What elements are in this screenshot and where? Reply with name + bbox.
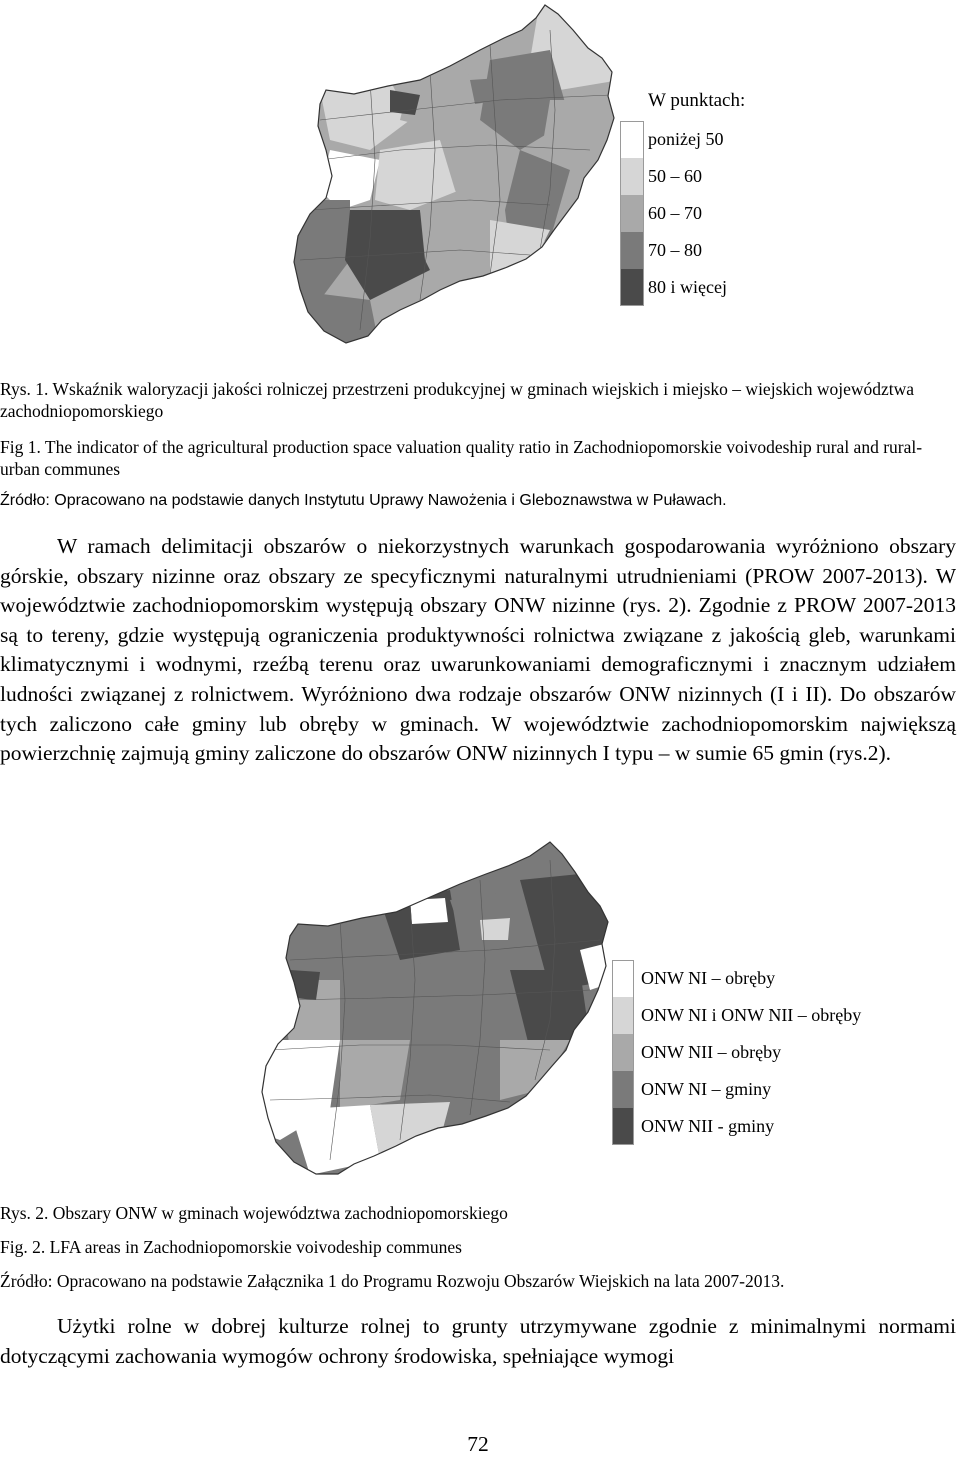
figure1-caption-pl: Rys. 1. Wskaźnik waloryzacji jakości rolniczej przestrzeni produkcyjnej w gminach wiejskich i miejsko – wiejskich województwa zachodniopomorskiego <box>0 379 915 421</box>
legend-swatch <box>612 1071 634 1108</box>
legend-item <box>612 1034 861 1071</box>
legend-label: ONW NI – obręby <box>641 968 776 988</box>
legend-item <box>612 1108 861 1145</box>
figure1-choropleth-map <box>290 0 620 350</box>
legend-label: 60 – 70 <box>648 203 702 223</box>
body-paragraph: W ramach delimitacji obszarów o niekorzystnych warunkach gospodarowania wyróżniono obszary górskie, obszary nizinne oraz obszary ze specyficznymi naturalnymi utrudnieniami (PROW 2007-2013). W województwie zachodniopomorskim występują obszary ONW nizinne (rys. 2). Zgodnie z PROW 2007-2013 są to tereny, gdzie występują ograniczenia produktywności rolnictwa związane z jakością gleb, warunkami klimatycznymi i wodnymi, rzeźbą terenu oraz uwarunkowaniami demograficznymi i znacznym udziałem ludności związanej z rolnictwem. Wyróżniono dwa rodzaje obszarów ONW nizinnych (I i II). Do obszarów tych zaliczono całe gminy lub obręby w gminach. W województwie zachodniopomorskim największą powierzchnię zajmują gminy zaliczone do obszarów ONW nizinnych I typu – w sumie 65 gmin (rys.2). <box>0 534 956 766</box>
legend-label: 70 – 80 <box>648 240 702 260</box>
legend-label: 50 – 60 <box>648 166 702 186</box>
figure1-source: Źródło: Opracowano na podstawie danych Instytutu Uprawy Nawożenia i Gleboznawstwa w Puławach. <box>0 492 727 509</box>
figure2-source: Źródło: Opracowano na podstawie Załącznika 1 do Programu Rozwoju Obszarów Wiejskich na lata 2007-2013. <box>0 1271 785 1291</box>
legend-label: ONW NI i ONW NII – obręby <box>641 1005 862 1025</box>
figure2-caption-en: Fig. 2. LFA areas in Zachodniopomorskie voivodeship communes <box>0 1237 462 1257</box>
figure2-captions <box>0 1202 956 1304</box>
legend-swatch <box>612 1034 634 1071</box>
legend-item <box>612 997 861 1034</box>
figure2-legend <box>612 960 861 1145</box>
figure2-caption-pl: Rys. 2. Obszary ONW w gminach województwa zachodniopomorskiego <box>0 1203 508 1223</box>
body-paragraph: Użytki rolne w dobrej kulturze rolnej to grunty utrzymywane zgodnie z minimalnymi normami dotyczącymi zachowania wymogów ochrony środowiska, spełniające wymogi <box>0 1314 956 1368</box>
legend-item <box>620 269 745 306</box>
legend-item <box>612 1071 861 1108</box>
legend-label: ONW NI – gminy <box>641 1079 772 1099</box>
legend-item <box>612 960 861 997</box>
legend-swatch <box>620 269 644 306</box>
legend-swatch <box>620 232 644 269</box>
legend-label: 80 i więcej <box>648 277 727 297</box>
legend-label: poniżej 50 <box>648 129 724 149</box>
figure1-legend <box>620 90 745 306</box>
legend-title: W punktach: <box>648 90 746 111</box>
figure2-choropleth-map <box>250 840 620 1175</box>
legend-swatch <box>620 195 644 232</box>
legend-label: ONW NII – obręby <box>641 1042 782 1062</box>
legend-swatch <box>620 158 644 195</box>
legend-label: ONW NII - gminy <box>641 1116 775 1136</box>
figure1-captions <box>0 378 956 512</box>
page-number: 72 <box>467 1432 489 1456</box>
figure1-caption-en: Fig 1. The indicator of the agricultural production space valuation quality ratio in Zachodniopomorskie voivodeship rural and rural-urban communes <box>0 437 923 479</box>
legend-swatch <box>612 997 634 1034</box>
legend-item <box>620 195 745 232</box>
legend-swatch <box>620 121 644 158</box>
legend-swatch <box>612 1108 634 1145</box>
legend-item <box>620 121 745 158</box>
legend-item <box>620 232 745 269</box>
legend-item <box>620 158 745 195</box>
legend-swatch <box>612 960 634 997</box>
